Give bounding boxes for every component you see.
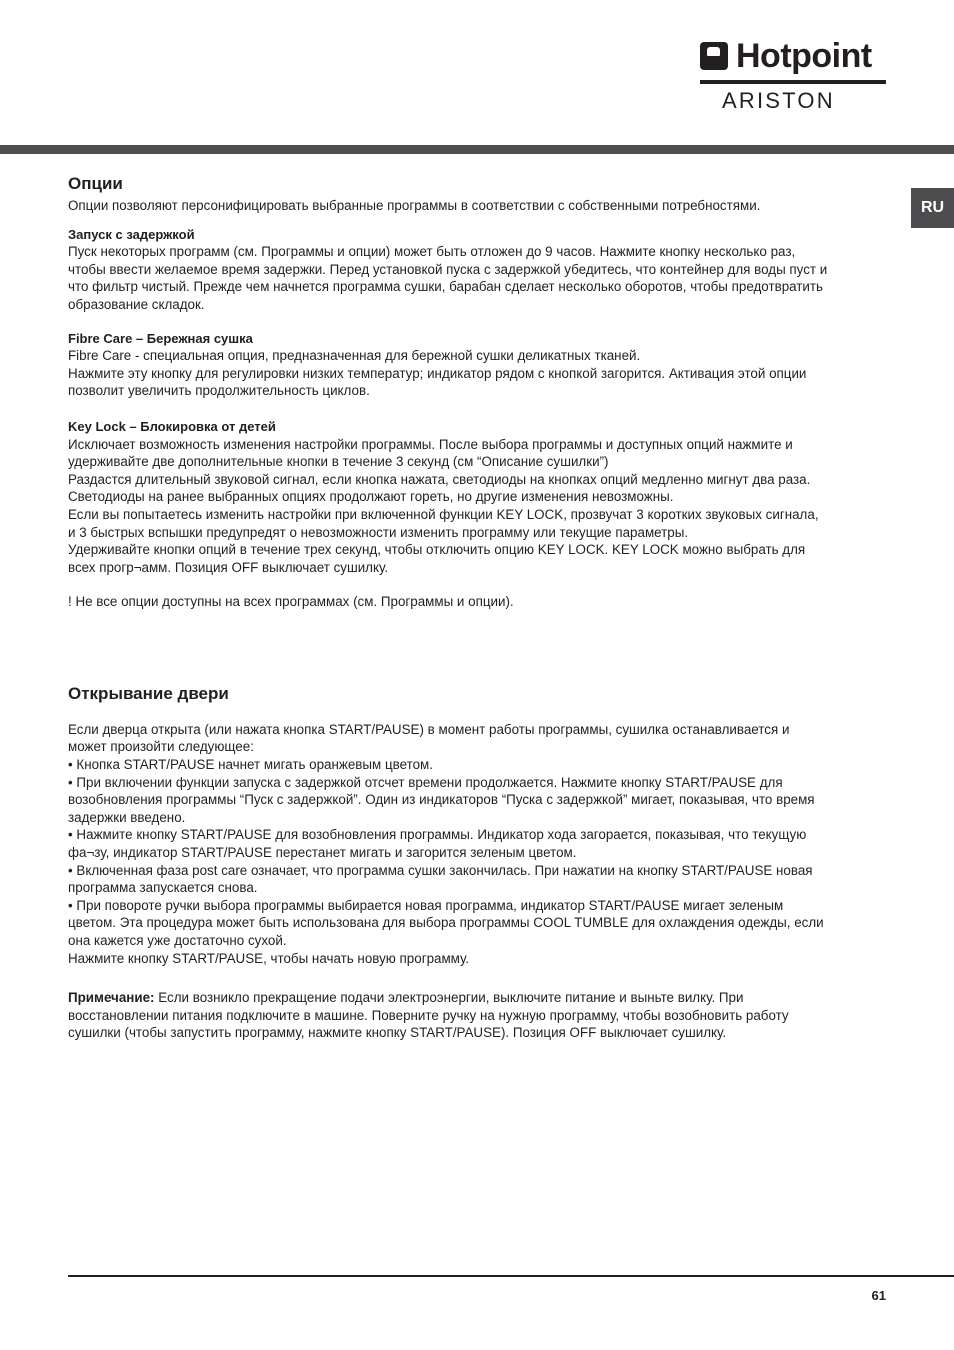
brand-subname: ARISTON: [722, 88, 835, 113]
keylock-text: Исключает возможность изменения настройки программы. После выбора программы и доступных опций нажмите и удерживайте две дополнительные кнопки в течение 3 секунд (см “Описание сушилки”) Раздастся длительный звуковой сигнал, если кнопка нажата, светодиоды на кнопках опций медленно мигнут два раза. Светодиоды на ранее выбранных опциях продолжают гореть, но другие изменения невозможны. Если вы попытаетесь изменить настройки при включенной функции KEY LOCK, прозвучат 3 коротких звуковых сигнала, и 3 быстрых вспышки предупредят о невозможности изменить программу или текущие параметры. Удерживайте кнопки опций в течение трех секунд, чтобы отключить опцию KEY LOCK. KEY LOCK можно выбрать для всех прогр¬амм. Позиция OFF выключает сушилку.: [68, 436, 819, 575]
door-text: Если дверца открыта (или нажата кнопка START/PAUSE) в момент работы программы, сушилка останавливается и может произойти следующее: • Кнопка START/PAUSE начнет мигать оранжевым цветом. • При включении функции запуска с задержкой отсчет времени продолжается. Нажмите кнопку START/PAUSE для возобновления программы “Пуск с задержкой”. Один из индикаторов “Пуска с задержкой” мигает, показывая, что время задержки введено. • Нажмите кнопку START/PAUSE для возобновления программы. Индикатор хода загорается, показывая, что текущую фа¬зу, индикатор START/PAUSE перестанет мигать и загорится зеленым цветом. • Включенная фаза post care означает, что программа сушки закончилась. При нажатии на кнопку START/PAUSE новая программа запускается снова. • При повороте ручки выбора программы выбирается новая программа, индикатор START/PAUSE мигает зеленым цветом. Эта процедура может быть использована для выбора программы COOL TUMBLE для охлаждения одежды, если она кажется уже достаточно сухой. Нажмите кнопку START/PAUSE, чтобы начать новую программу.: [68, 721, 824, 966]
door-note: [68, 989, 890, 1042]
brand-rule: [700, 80, 886, 84]
fibre-heading: Fibre Care – Бережная сушка: [68, 330, 253, 346]
options-title: Опции: [68, 174, 123, 193]
brand-name: Hotpoint: [736, 37, 872, 75]
delay-text: Пуск некоторых программ (см. Программы и опции) может быть отложен до 9 часов. Нажмите кнопку несколько раз, чтобы ввести желаемое время задержки. Перед установкой пуска с задержкой убедитесь, что контейнер для воды пуст и что фильтр чистый. Прежде чем начнется программа сушки, барабан сделает несколько оборотов, чтобы предотвратить образование складок.: [68, 244, 828, 312]
brand-logo: [700, 38, 886, 112]
language-tab: RU: [911, 188, 954, 228]
keylock-heading: Key Lock – Блокировка от детей: [68, 418, 276, 434]
header-rule: [0, 145, 954, 154]
door-note-label: Примечание:: [68, 990, 155, 1006]
brand-logo-top: [700, 38, 872, 74]
brand-mark-icon: [700, 42, 728, 70]
fibre-text: Fibre Care - специальная опция, предназначенная для бережной сушки деликатных тканей. Нажмите эту кнопку для регулировки низких температур; индикатор рядом с кнопкой загорится. Активация этой опции позволит увеличить продолжительность циклов.: [68, 348, 807, 399]
footer-rule: [68, 1275, 954, 1277]
door-note-text: Если возникло прекращение подачи электроэнергии, выключите питание и выньте вилку. При восстановлении питания подключите в машине. Поверните ручку на нужную программу, чтобы возобновить работу сушилки (чтобы запустить программу, нажмите кнопку START/PAUSE). Позиция OFF выключает сушилку.: [68, 990, 789, 1041]
page-number: 61: [871, 1288, 886, 1303]
door-title: Открывание двери: [68, 683, 229, 703]
main-content: [68, 172, 890, 1042]
options-intro: Опции позволяют персонифицировать выбранные программы в соответствии с собственными потребностями.: [68, 198, 761, 213]
options-note: ! Не все опции доступны на всех программах (см. Программы и опции).: [68, 594, 514, 610]
delay-heading: Запуск с задержкой: [68, 226, 195, 242]
